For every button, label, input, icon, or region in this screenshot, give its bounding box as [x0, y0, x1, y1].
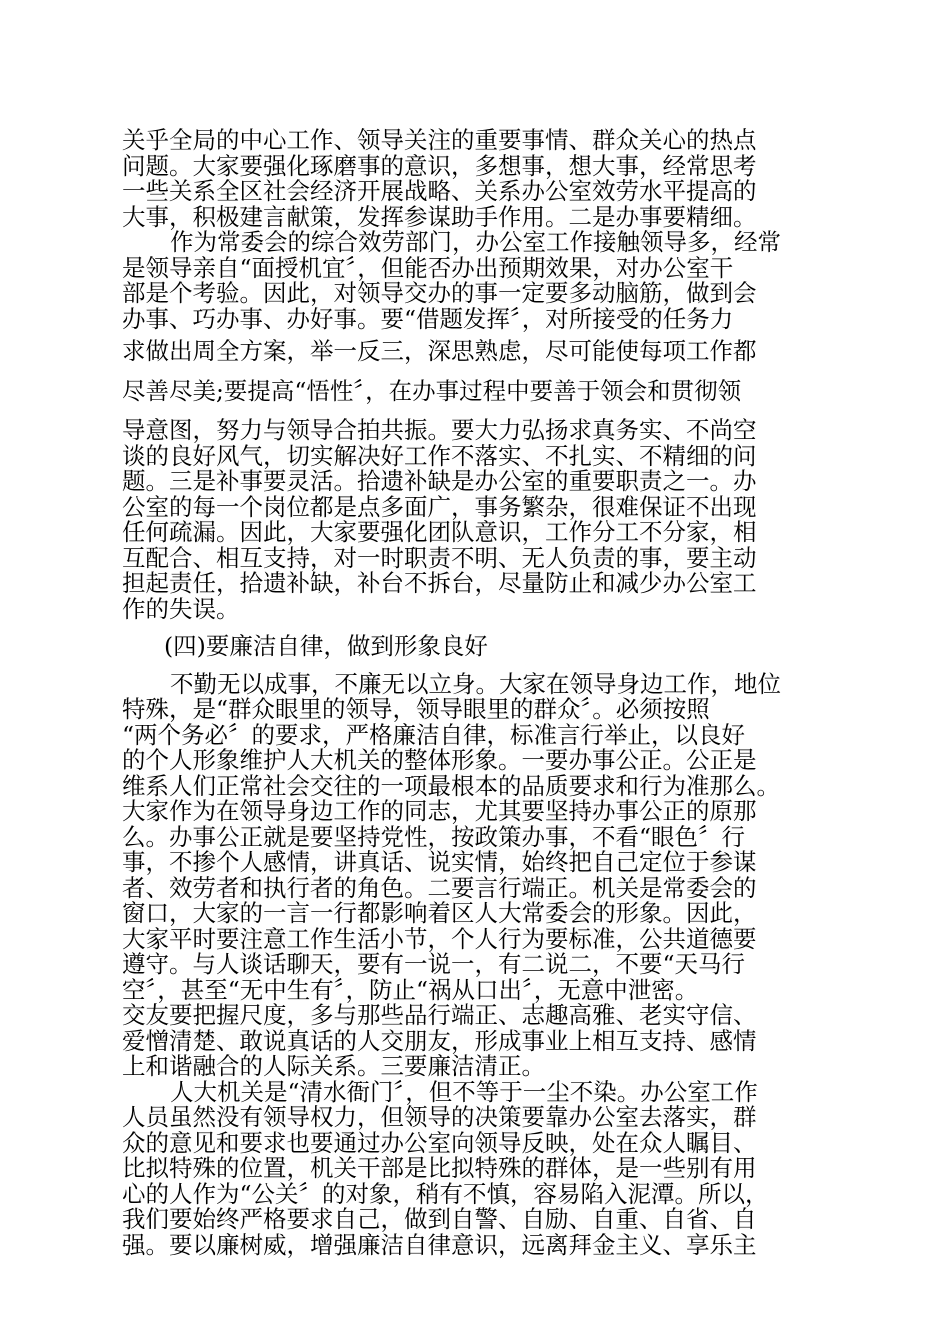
text-line: 爱憎清楚、敢说真话的人交朋友，形成事业上相互支持、感情 [122, 1026, 757, 1055]
text-line: 谈的良好风气，切实解决好工作不落实、不扎实、不精细的问 [122, 441, 757, 470]
text-line: 窗口，大家的一言一行都影响着区人大常委会的形象。因此， [122, 899, 757, 927]
text-line: 交友要把握尺度，多与那些品行端正、志趣高雅、老实守信、 [122, 1001, 757, 1029]
text-line: 作的失误。 [122, 594, 240, 623]
text-line: 空〞，甚至“无中生有〞，防止“祸从口出〞，无意中泄密。 [122, 975, 699, 1004]
text-line: 担起责任，拾遗补缺，补台不拆台，尽量防止和减少办公室工 [122, 569, 757, 597]
text-line: 大事，积极建言献策，发挥参谋助手作用。二是办事要精细。 [122, 202, 757, 231]
text-line: 么。办事公正就是要坚持党性，按政策办事，不看“眼色〞行 [122, 822, 746, 851]
text-line: 的个人形象维护人大机关的整体形象。一要办事公正。公正是 [122, 746, 757, 774]
text-line: 公室的每一个岗位都是点多面广，事务繁杂，很难保证不出现 [122, 492, 757, 521]
text-line: 人员虽然没有领导权力，但领导的决策要靠办公室去落实，群 [122, 1103, 757, 1131]
paragraph-first-line: 作为常委会的综合效劳部门，办公室工作接触领导多，经常 [170, 228, 781, 256]
text-line: 是领导亲自“面授机宜〞，但能否办出预期效果，对办公室干 [122, 253, 734, 282]
text-line: 特殊，是“群众眼里的领导，领导眼里的群众〞。必须按照 [122, 695, 710, 723]
text-line: 大家作为在领导身边工作的同志，尤其要坚持办事公正的原那 [122, 797, 757, 825]
text-line: 众的意见和要求也要通过办公室向领导反映，处在众人瞩目、 [122, 1128, 757, 1157]
paragraph-first-line: 人大机关是“清水衙门〞，但不等于一尘不染。办公室工作 [170, 1077, 758, 1106]
text-line: 者、效劳者和执行者的角色。二要言行端正。机关是常委会的 [122, 873, 757, 902]
text-line: 一些关系全区社会经济开展战略、关系办公室效劳水平提高的 [122, 177, 757, 205]
text-line: 强。要以廉树威，增强廉洁自律意识，远离拜金主义、享乐主 [122, 1230, 757, 1259]
text-line: 维系人们正常社会交往的一项最根本的品质要求和行为准那么。 [122, 771, 780, 800]
text-line: 关乎全局的中心工作、领导关注的重要事情、群众关心的热点 [122, 126, 757, 154]
text-line: 导意图，努力与领导合拍共振。要大力弘扬求真务实、不尚空 [122, 416, 757, 444]
text-line: 尽善尽美;要提高“悟性〞，在办事过程中要善于领会和贯彻领 [122, 376, 742, 405]
text-line: “两个务必〞的要求，严格廉洁自律，标准言行举止，以良好 [122, 720, 746, 749]
text-line: 遵守。与人谈话聊天，要有一说一，有二说二，不要“天马行 [122, 950, 746, 978]
text-line: 问题。大家要强化琢磨事的意识，多想事，想大事，经常思考 [122, 151, 757, 180]
text-line: 比拟特殊的位置，机关干部是比拟特殊的群体，是一些别有用 [122, 1154, 757, 1182]
text-line: 互配合、相互支持，对一时职责不明、无人负责的事，要主动 [122, 543, 757, 572]
section-heading: (四)要廉洁自律，做到形象良好 [164, 632, 488, 660]
text-line: 我们要始终严格要求自己，做到自警、自励、自重、自省、自 [122, 1205, 757, 1233]
text-line: 办事、巧办事、办好事。要“借题发挥〞，对所接受的任务力 [122, 304, 734, 333]
text-line: 事，不掺个人感情，讲真话、说实情，始终把自己定位于参谋 [122, 848, 757, 876]
text-line: 求做出周全方案，举一反三，深思熟虑，尽可能使每项工作都 [122, 337, 757, 365]
text-line: 任何疏漏。因此，大家要强化团队意识，工作分工不分家，相 [122, 518, 757, 546]
text-line: 大家平时要注意工作生活小节，个人行为要标准，公共道德要 [122, 924, 757, 953]
text-line: 部是个考验。因此，对领导交办的事一定要多动脑筋，做到会 [122, 279, 757, 307]
text-line: 题。三是补事要灵活。拾遗补缺是办公室的重要职责之一。办 [122, 467, 757, 495]
text-line: 心的人作为“公关〞的对象，稍有不慎，容易陷入泥潭。所以， [122, 1179, 769, 1208]
text-line: 上和谐融合的人际关系。三要廉洁清正。 [122, 1052, 545, 1080]
document-page [122, 128, 830, 1258]
paragraph-first-line: 不勤无以成事，不廉无以立身。大家在领导身边工作，地位 [170, 669, 781, 698]
